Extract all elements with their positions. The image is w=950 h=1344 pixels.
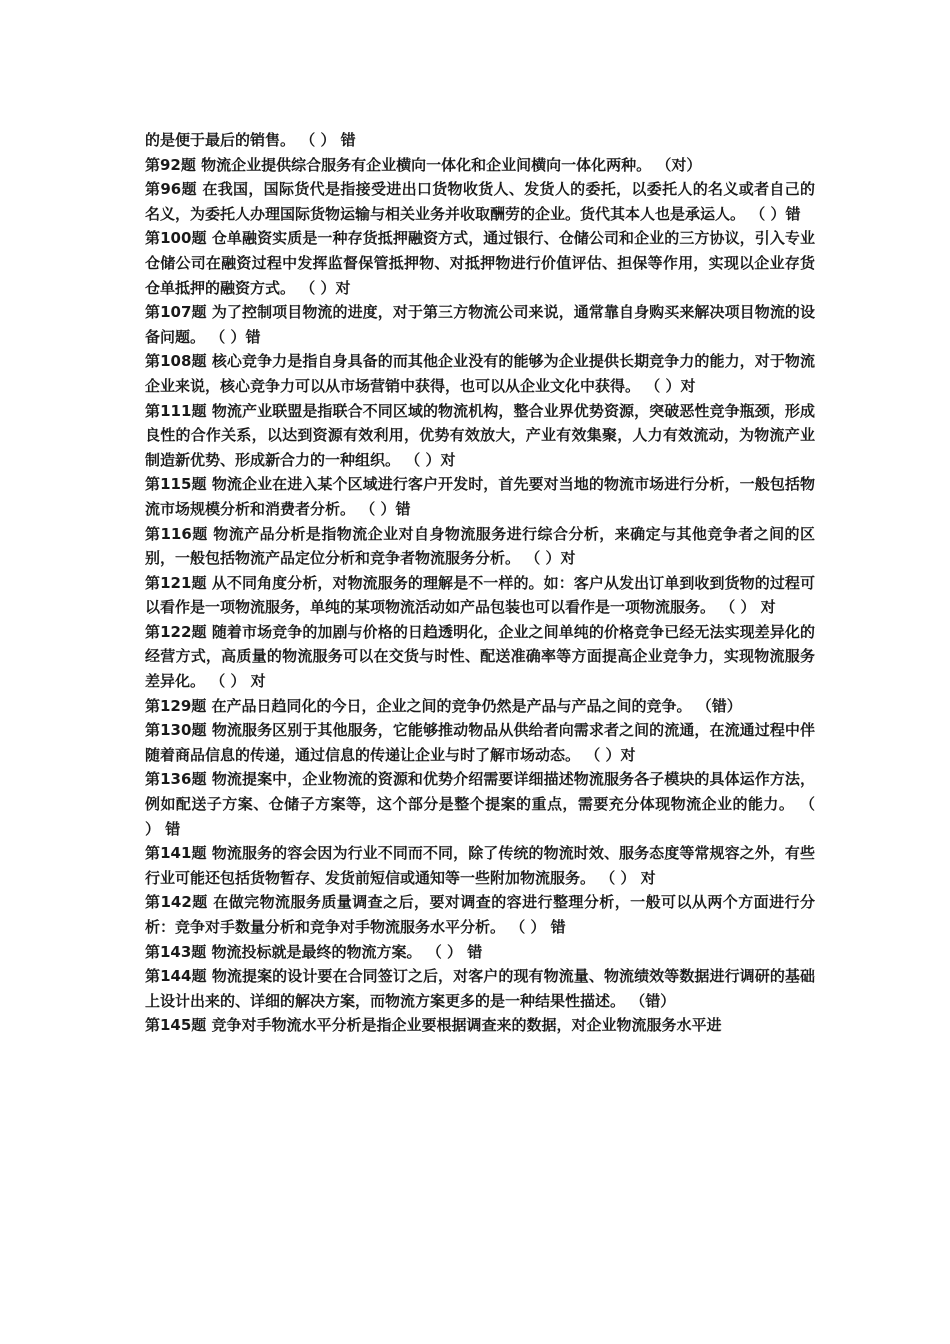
question-129: 第129题 在产品日趋同化的今日，企业之间的竞争仍然是产品与产品之间的竞争。 （错） <box>145 696 742 715</box>
question-111: 第111题 物流产业联盟是指联合不同区域的物流机构，整合业界优势资源，突破恶性竞争瓶颈，形成良性的合作关系，以达到资源有效利用，优势有效放大，产业有效集聚，人力有效流动，为物流产业制造新优势、形成新合力的一种组织。 （ ）对 <box>145 401 815 469</box>
question-141: 第141题 物流服务的容会因为行业不同而不同，除了传统的物流时效、服务态度等常规容之外，有些行业可能还包括货物暂存、发货前短信或通知等一些附加物流服务。 （ ） 对 <box>145 844 815 887</box>
document-body <box>145 128 815 1038</box>
question-108: 第108题 核心竞争力是指自身具备的而其他企业没有的能够为企业提供长期竞争力的能力，对于物流企业来说，核心竞争力可以从市场营销中获得，也可以从企业文化中获得。 （ ）对 <box>145 352 815 395</box>
question-92: 第92题 物流企业提供综合服务有企业横向一体化和企业间横向一体化两种。 （对） <box>145 155 702 174</box>
question-116: 第116题 物流产品分析是指物流企业对自身物流服务进行综合分析，来确定与其他竞争者之间的区别，一般包括物流产品定位分析和竞争者物流服务分析。 （ ）对 <box>145 524 815 568</box>
question-107: 第107题 为了控制项目物流的进度，对于第三方物流公司来说，通常靠自身购买来解决项目物流的设备问题。 （ ）错 <box>145 303 815 346</box>
question-144: 第144题 物流提案的设计要在合同签订之后，对客户的现有物流量、物流绩效等数据进行调研的基础上设计出来的、详细的解决方案，而物流方案更多的是一种结果性描述。 （错） <box>145 967 815 1010</box>
question-142: 第142题 在做完物流服务质量调查之后，要对调查的容进行整理分析，一般可以从两个方面进行分析：竞争对手数量分析和竞争对手物流服务水平分析。 （ ） 错 <box>145 893 815 936</box>
question-115: 第115题 物流企业在进入某个区域进行客户开发时，首先要对当地的物流市场进行分析，一般包括物流市场规模分析和消费者分析。 （ ）错 <box>145 475 815 518</box>
question-130: 第130题 物流服务区别于其他服务，它能够推动物品从供给者向需求者之间的流通，在流通过程中伴随着商品信息的传递，通过信息的传递让企业与时了解市场动态。 （ ）对 <box>145 721 815 764</box>
question-122: 第122题 随着市场竞争的加剧与价格的日趋透明化，企业之间单纯的价格竞争已经无法实现差异化的经营方式，高质量的物流服务可以在交货与时性、配送准确率等方面提高企业竞争力，实现物流服务差异化。 （ ） 对 <box>145 622 815 691</box>
question-136: 第136题 物流提案中，企业物流的资源和优势介绍需要详细描述物流服务各子模块的具体运作方法，例如配送子方案、仓储子方案等，这个部分是整个提案的重点，需要充分体现物流企业的能力。 （ ） 错 <box>145 770 815 838</box>
question-145: 第145题 竞争对手物流水平分析是指企业要根据调查来的数据，对企业物流服务水平进 <box>145 1016 722 1035</box>
question-96: 第96题 在我国，国际货代是指接受进出口货物收货人、发货人的委托，以委托人的名义或者自己的名义，为委托人办理国际货物运输与相关业务并收取酬劳的企业。货代其本人也是承运人。 （ ）错 <box>145 180 815 223</box>
answer-paragraph: 的是便于最后的销售。 （ ） 错 <box>145 131 356 149</box>
question-143: 第143题 物流投标就是最终的物流方案。 （ ） 错 <box>145 942 483 961</box>
question-100: 第100题 仓单融资实质是一种存货抵押融资方式，通过银行、仓储公司和企业的三方协议，引入专业仓储公司在融资过程中发挥监督保管抵押物、对抵押物进行价值评估、担保等作用，实现以企业存货仓单抵押的融资方式。 （ ）对 <box>145 229 815 297</box>
question-121: 第121题 从不同角度分析，对物流服务的理解是不一样的。如：客户从发出订单到收到货物的过程可以看作是一项物流服务，单纯的某项物流活动如产品包装也可以看作是一项物流服务。 （ ） 对 <box>145 573 815 617</box>
